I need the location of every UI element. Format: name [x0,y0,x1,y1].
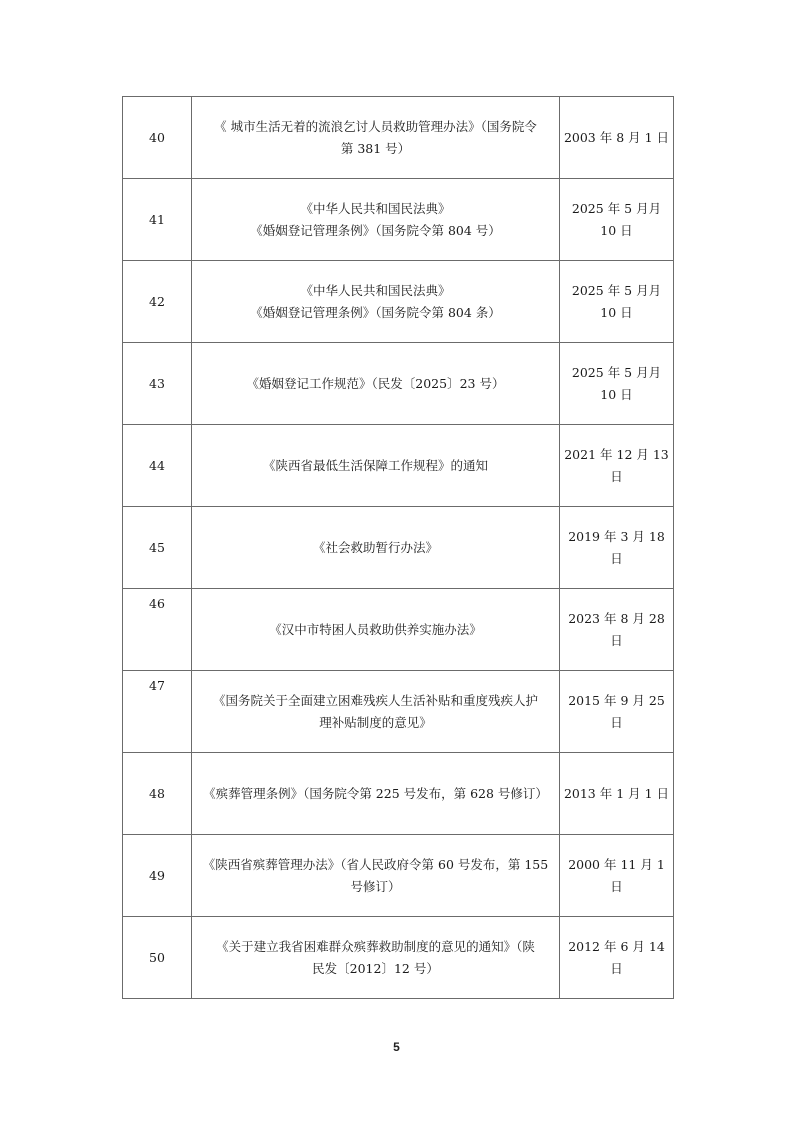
effective-date-cell: 2019 年 3 月 18 日 [560,507,674,589]
row-number-cell: 46 [123,589,192,671]
table-row [123,343,674,425]
regulation-title-cell: 《国务院关于全面建立困难残疾人生活补贴和重度残疾人护 理补贴制度的意见》 [192,671,560,753]
regulations-table [122,96,674,999]
effective-date-cell: 2012 年 6 月 14 日 [560,917,674,999]
table-row [123,589,674,671]
table-row [123,753,674,835]
table-row [123,97,674,179]
effective-date-cell: 2015 年 9 月 25 日 [560,671,674,753]
page-number: 5 [393,1040,400,1054]
table-row [123,507,674,589]
row-number-cell: 45 [123,507,192,589]
effective-date-cell: 2000 年 11 月 1 日 [560,835,674,917]
regulation-title-cell: 《陕西省殡葬管理办法》（省人民政府令第 60 号发布，第 155 号修订） [192,835,560,917]
effective-date-cell: 2025 年 5 月月 10 日 [560,343,674,425]
regulation-title-cell: 《婚姻登记工作规范》（民发〔2025〕23 号） [192,343,560,425]
table-row [123,179,674,261]
row-number-cell: 44 [123,425,192,507]
row-number-cell: 43 [123,343,192,425]
regulation-title-cell: 《 城市生活无着的流浪乞讨人员救助管理办法》（国务院令 第 381 号） [192,97,560,179]
regulation-title-cell: 《中华人民共和国民法典》 《婚姻登记管理条例》（国务院令第 804 条） [192,261,560,343]
effective-date-cell: 2025 年 5 月月 10 日 [560,179,674,261]
table-row [123,917,674,999]
table-row [123,671,674,753]
table-row [123,425,674,507]
row-number-cell: 48 [123,753,192,835]
effective-date-cell: 2021 年 12 月 13 日 [560,425,674,507]
effective-date-cell: 2023 年 8 月 28 日 [560,589,674,671]
row-number-cell: 49 [123,835,192,917]
row-number-cell: 47 [123,671,192,753]
row-number-cell: 41 [123,179,192,261]
row-number-cell: 50 [123,917,192,999]
regulation-title-cell: 《殡葬管理条例》（国务院令第 225 号发布，第 628 号修订） [192,753,560,835]
row-number-cell: 42 [123,261,192,343]
regulation-title-cell: 《陕西省最低生活保障工作规程》的通知 [192,425,560,507]
effective-date-cell: 2025 年 5 月月 10 日 [560,261,674,343]
table-row [123,261,674,343]
regulation-title-cell: 《汉中市特困人员救助供养实施办法》 [192,589,560,671]
regulation-title-cell: 《关于建立我省困难群众殡葬救助制度的意见的通知》（陕 民发〔2012〕12 号） [192,917,560,999]
table-row [123,835,674,917]
regulation-title-cell: 《中华人民共和国民法典》 《婚姻登记管理条例》（国务院令第 804 号） [192,179,560,261]
effective-date-cell: 2013 年 1 月 1 日 [560,753,674,835]
regulation-title-cell: 《社会救助暂行办法》 [192,507,560,589]
effective-date-cell: 2003 年 8 月 1 日 [560,97,674,179]
row-number-cell: 40 [123,97,192,179]
